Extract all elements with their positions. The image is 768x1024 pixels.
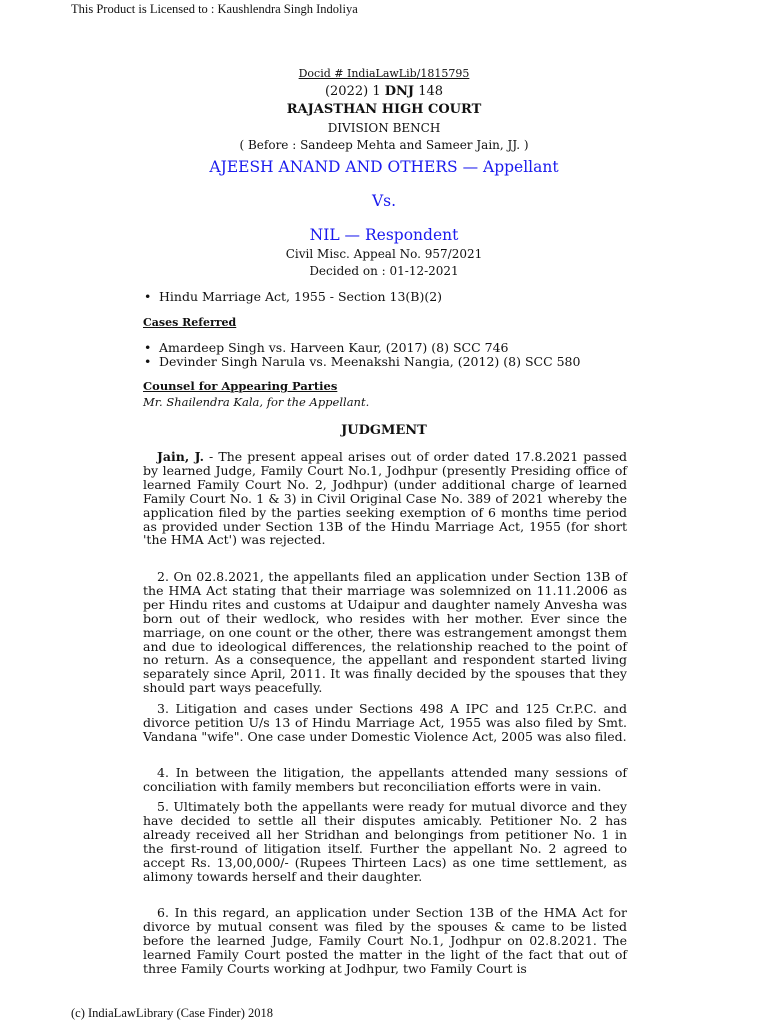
versus-label: Vs.	[371, 192, 397, 210]
judges: ( Before : Sandeep Mehta and Sameer Jain, JJ. )	[239, 138, 529, 152]
list-item: • Devinder Singh Narula vs. Meenakshi Nangia, (2012) (8) SCC 580	[143, 355, 627, 369]
paragraph: 4. In between the litigation, the appellants attended many sessions of conciliation with family members but reconciliation efforts were in vain.	[143, 765, 627, 794]
appellant-party: AJEESH ANAND AND OTHERS — Appellant	[209, 158, 559, 176]
cases-referred-heading: Cases Referred	[143, 316, 237, 329]
citation-prefix: (2022) 1	[324, 84, 381, 99]
citation-page: 148	[418, 84, 444, 99]
decision-date: Decided on : 01-12-2021	[309, 264, 459, 278]
acts-list	[143, 290, 627, 304]
judgment-heading: JUDGMENT	[341, 423, 427, 438]
document-id: Docid # IndiaLawLib/1815795	[298, 67, 470, 80]
paragraph: 3. Litigation and cases under Sections 498 A IPC and 125 Cr.P.C. and divorce petition U/s 13 of Hindu Marriage Act, 1955 was also filed by Smt. Vandana "wife". One case under Domestic Violence Act, 2005 was also filed.	[143, 701, 627, 744]
paragraph: 5. Ultimately both the appellants were ready for mutual divorce and they have decided to settle all their disputes amicably. Petitioner No. 2 has already received all her Stridhan and belongings from petitioner No. 1 in the first-round of litigation itself. Further the appellant No. 2 agreed to accept Rs. 13,00,000/- (Rupees Thirteen Lacs) as one time settlement, as alimony towards herself and their daughter.	[143, 799, 627, 884]
court-name: RAJASTHAN HIGH COURT	[286, 102, 482, 117]
appeal-number: Civil Misc. Appeal No. 957/2021	[285, 247, 483, 261]
license-notice: This Product is Licensed to : Kaushlendra Singh Indoliya	[71, 2, 358, 16]
counsel-text: Mr. Shailendra Kala, for the Appellant.	[143, 395, 370, 409]
copyright-footer: (c) IndiaLawLibrary (Case Finder) 2018	[71, 1006, 274, 1020]
judge-author: Jain, J.	[157, 449, 204, 464]
paragraph: 2. On 02.8.2021, the appellants filed an application under Section 13B of the HMA Act stating that their marriage was solemnized on 11.11.2006 as per Hindu rites and customs at Udaipur and daughter namely Anvesha was born out of their wedlock, who resides with her mother. Ever since the marriage, on one count or the other, there was estrangement amongst them and due to ideological differences, the relationship reached to the point of no return. As a consequence, the appellant and respondent started living separately since April, 2011. It was finally decided by the spouses that they should part ways peacefully.	[143, 569, 627, 696]
paragraph	[143, 450, 627, 547]
list-item: • Hindu Marriage Act, 1955 - Section 13(B)(2)	[143, 290, 627, 304]
bench-type: DIVISION BENCH	[327, 121, 441, 135]
citation	[0, 84, 768, 99]
paragraph: 6. In this regard, an application under Section 13B of the HMA Act for divorce by mutual consent was filed by the spouses & came to be listed before the learned Judge, Family Court No.1, Jodhpur on 02.8.2021. The learned Family Court posted the matter in the light of the fact that out of three Family Courts working at Jodhpur, two Family Court is	[143, 905, 627, 976]
cases-referred-list	[143, 341, 627, 369]
counsel-heading: Counsel for Appearing Parties	[143, 379, 338, 393]
respondent-party: NIL — Respondent	[309, 226, 459, 244]
list-item: • Amardeep Singh vs. Harveen Kaur, (2017) (8) SCC 746	[143, 341, 627, 355]
paragraph-text: - The present appeal arises out of order dated 17.8.2021 passed by learned Judge, Family Court No.1, Jodhpur (presently Presiding office of learned Family Court No. 2, Jodhpur) (under additional charge of learned Family Court No. 1 & 3) in Civil Original Case No. 389 of 2021 whereby the application filed by the parties seeking exemption of 6 months time period as provided under Section 13B of the Hindu Marriage Act, 1955 (for short 'the HMA Act') was rejected.	[143, 449, 627, 548]
citation-journal: DNJ	[384, 84, 415, 99]
